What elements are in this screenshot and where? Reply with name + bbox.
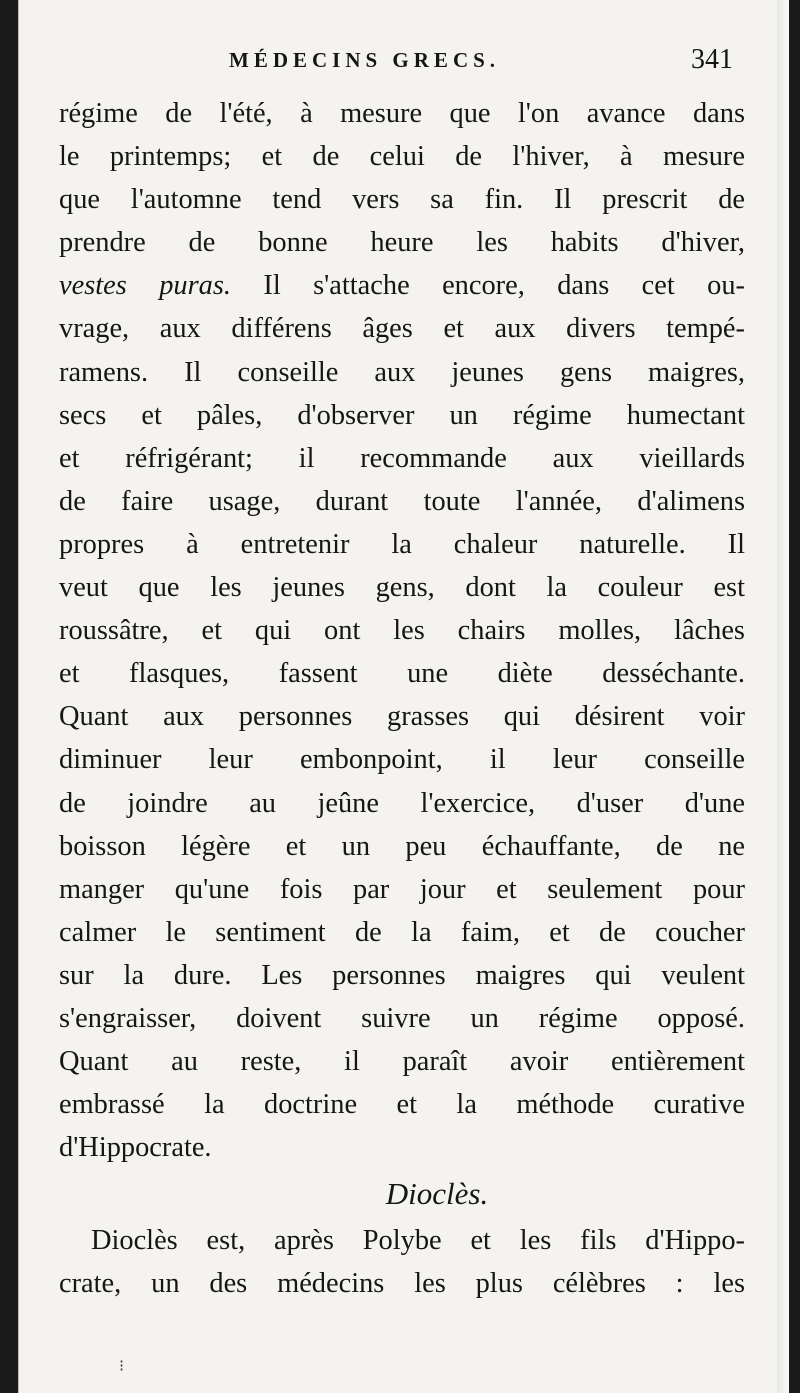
page-number: 341	[691, 44, 733, 75]
text-line: Dioclès est, après Polybe et les fils d'Hippo-	[91, 1225, 745, 1257]
text-line: propres à entretenir la chaleur naturelle. Il	[59, 528, 745, 560]
text-fragment: Il s'attache encore, dans cet ou-	[230, 270, 745, 302]
text-line: secs et pâles, d'observer un régime humectant	[59, 399, 745, 431]
text-line: le printemps; et de celui de l'hiver, à mesure	[59, 141, 745, 173]
text-line: et réfrigérant; il recommande aux vieillards	[59, 442, 745, 474]
text-line: s'engraisser, doivent suivre un régime opposé.	[59, 1002, 745, 1034]
running-title: MÉDECINS GRECS.	[229, 48, 501, 72]
text-line: Quant aux personnes grasses qui désirent voir	[59, 701, 745, 733]
text-line: crate, un des médecins les plus célèbres : les	[59, 1268, 745, 1300]
text-line: de joindre au jeûne l'exercice, d'user d'une	[59, 787, 745, 819]
text-line: de faire usage, durant toute l'année, d'alimens	[59, 485, 745, 517]
text-line: roussâtre, et qui ont les chairs molles, lâches	[59, 615, 745, 647]
text-line: diminuer leur embonpoint, il leur conseille	[59, 744, 745, 776]
text-line	[59, 264, 745, 307]
text-line: régime de l'été, à mesure que l'on avance dans	[59, 98, 745, 129]
text-line: et flasques, fassent une diète desséchante.	[59, 658, 745, 690]
text-line: que l'automne tend vers sa fin. Il prescrit de	[59, 184, 745, 216]
latin-phrase: vestes puras.	[59, 270, 231, 302]
text-line: boisson légère et un peu échauffante, de ne	[59, 830, 745, 862]
text-line: sur la dure. Les personnes maigres qui veulent	[59, 959, 745, 991]
text-line: d'Hippocrate.	[59, 1132, 212, 1164]
section-title: Dioclès.	[385, 1176, 489, 1212]
page-header	[19, 44, 789, 84]
text-line: prendre de bonne heure les habits d'hiver,	[59, 227, 745, 259]
book-page	[18, 0, 789, 1393]
text-line: veut que les jeunes gens, dont la couleur est	[59, 572, 745, 604]
text-line: embrassé la doctrine et la méthode curative	[59, 1089, 745, 1121]
text-line: calmer le sentiment de la faim, et de coucher	[59, 916, 745, 948]
printer-mark: ⁝	[119, 1356, 125, 1375]
text-line: ramens. Il conseille aux jeunes gens maigres,	[59, 356, 745, 388]
text-line: vrage, aux différens âges et aux divers tempé-	[59, 313, 745, 345]
text-line: Quant au reste, il paraît avoir entièrement	[59, 1046, 745, 1078]
text-line: manger qu'une fois par jour et seulement pour	[59, 873, 745, 905]
body-text	[59, 92, 745, 1306]
page-edge	[777, 0, 789, 1393]
